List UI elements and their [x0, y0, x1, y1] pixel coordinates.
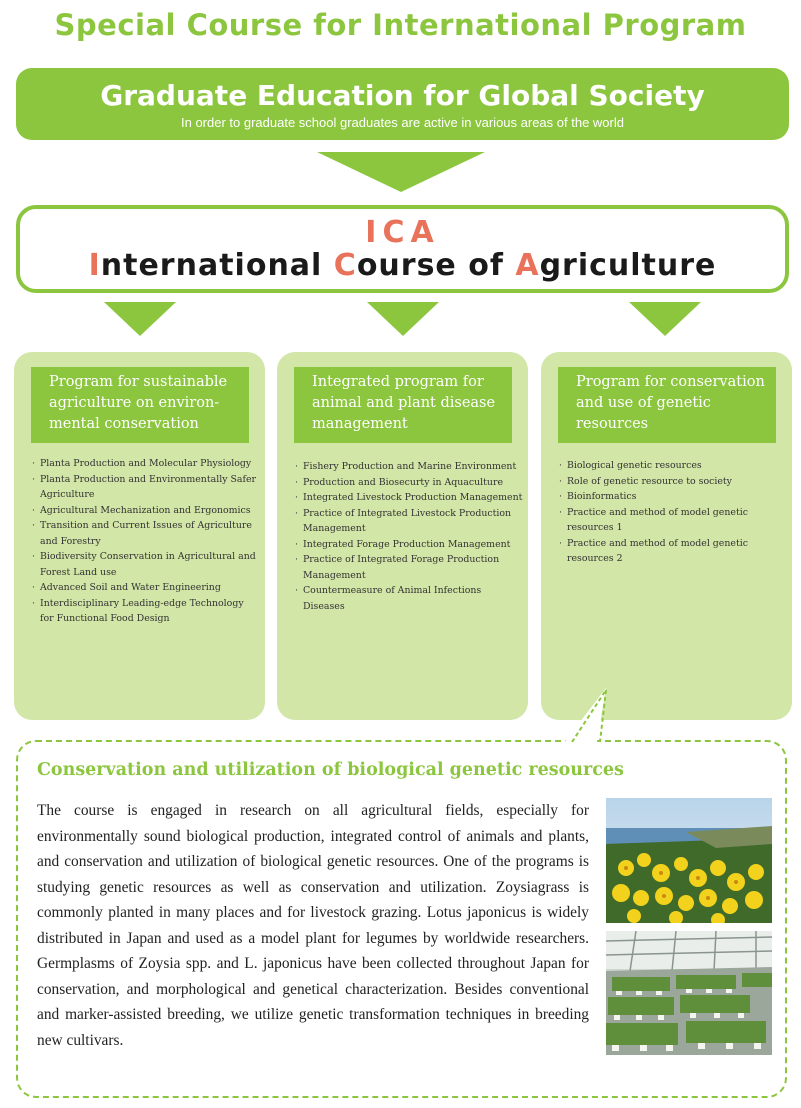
course-item: · Countermeasure of Animal Infections Diseases [295, 583, 523, 614]
course-item: · Practice and method of model genetic resources 2 [559, 536, 787, 567]
course-item: · Planta Production and Environmentally Safer Agriculture [32, 472, 260, 503]
course-item: · Agricultural Mechanization and Ergonomics [32, 503, 260, 519]
ica-box [16, 205, 789, 293]
course-item: · Practice of Integrated Livestock Production Management [295, 506, 523, 537]
program-title: Integrated program for animal and plant disease management [294, 367, 512, 443]
course-item: · Practice of Integrated Forage Production Management [295, 552, 523, 583]
course-list [559, 458, 787, 567]
course-item: · Fishery Production and Marine Environment [295, 459, 523, 475]
program-title: Program for conservation and use of genetic resources [558, 367, 776, 443]
course-item: · Integrated Forage Production Management [295, 537, 523, 553]
ica-name-part: griculture [539, 248, 717, 283]
graduate-education-banner [16, 68, 789, 140]
down-arrow-icon [367, 302, 439, 336]
course-item: · Bioinformatics [559, 489, 787, 505]
course-item: · Role of genetic resource to society [559, 474, 787, 490]
ica-letter-i: I [88, 248, 101, 283]
course-item: · Integrated Livestock Production Management [295, 490, 523, 506]
course-item: · Transition and Current Issues of Agriculture and Forestry [32, 518, 260, 549]
banner-subtitle: In order to graduate school graduates are active in various areas of the world [181, 115, 624, 130]
ica-letter-a: A [515, 248, 540, 283]
program-genetic-resources [541, 352, 792, 720]
down-arrow-icon [104, 302, 176, 336]
page-title: Special Course for International Program [54, 8, 747, 42]
course-item: · Biodiversity Conservation in Agricultural and Forest Land use [32, 549, 260, 580]
program-sustainable-agriculture [14, 352, 265, 720]
banner-title: Graduate Education for Global Society [100, 79, 705, 112]
detail-body: The course is engaged in research on all agricultural fields, especially for environmentally sound biological production, integrated control of animals and plants, and conservation and utilization of biological genetic resources. One of the programs is studying genetic resources as well as conservation and utilization. Zoysiagrass is commonly planted in many places and for livestock grazing. Lotus japonicus is widely distributed in Japan and used as a model plant for legumes by worldwide researchers. Germplasms of Zoysia spp. and L. japonicus have been collected throughout Japan for conservation, and morphological and genetical characterization. Besides conventional and marker-assisted breeding, we utilize genetic transformation techniques in breeding new cultivars. [37, 802, 589, 1049]
coastal-flowers-photo [606, 798, 772, 923]
course-list [32, 456, 260, 627]
course-item: · Interdisciplinary Leading-edge Technology for Functional Food Design [32, 596, 260, 627]
ica-full-name [20, 248, 785, 283]
ica-name-part: nternational [100, 248, 334, 283]
program-disease-management [277, 352, 528, 720]
ica-letter-c: C [333, 248, 357, 283]
ica-name-part: ourse of [356, 248, 516, 283]
course-list [295, 459, 523, 614]
down-arrow-icon [317, 152, 485, 192]
course-item: · Biological genetic resources [559, 458, 787, 474]
course-item: · Production and Biosecurty in Aquaculture [295, 475, 523, 491]
course-item: · Practice and method of model genetic resources 1 [559, 505, 787, 536]
ica-abbreviation: ICA [365, 215, 440, 250]
program-title: Program for sustainable agriculture on environ-mental conservation [31, 367, 249, 443]
callout-pointer [560, 688, 620, 748]
course-item: · Planta Production and Molecular Physiology [32, 456, 260, 472]
down-arrow-icon [629, 302, 701, 336]
course-item: · Advanced Soil and Water Engineering [32, 580, 260, 596]
greenhouse-photo [606, 931, 772, 1055]
detail-title: Conservation and utilization of biological genetic resources [37, 760, 624, 780]
